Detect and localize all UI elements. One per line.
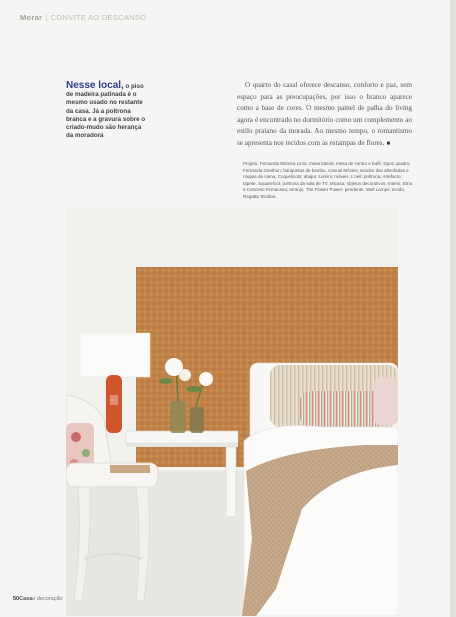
- page-number: 50: [13, 596, 20, 602]
- magazine-brand: Casa: [19, 596, 33, 602]
- bedroom-illustration: [66, 209, 398, 616]
- end-mark: ■: [386, 140, 391, 147]
- page-edge: [450, 0, 456, 617]
- magazine-brand-sub: e decoração: [32, 596, 63, 602]
- rubric-title: CONVITE AO DESCANSO: [50, 13, 147, 22]
- caption-body: o piso de madeira patinada é o mesmo usado no restante da casa. Já a poltrona branca e a gravura sobre o criado-mudo são herança da moradora: [66, 83, 146, 140]
- photo-caption: [66, 82, 148, 140]
- bedroom-photo: [66, 209, 398, 616]
- article-text: [237, 80, 412, 151]
- section-header: [20, 13, 146, 22]
- caption-lead: Nesse local,: [66, 80, 124, 91]
- header-divider: |: [45, 13, 48, 22]
- bed: [242, 363, 398, 616]
- section-name: Morar: [20, 13, 43, 22]
- credits-text: Projeto, Fernanda Moreira Lima; mesa lateral, mesa de centro e bufê, Dpot; quadro, Fernanda Genthon; banquetas de bambu, Casual Móveis; tecidos das almofadas e roupas de cama, Coquelicots; abajur, Lumini; móveis, L'oeil; poltrona, Artefacto; tapete, Squarefoot; poltrona da sala de TV, Micasa; objetos decorativos, Interni, Etna e Conceito Firmacasa; arranjo, The Flower Power; pendente, Wall Lamps; tecido, Regatta Tecidos.: [243, 161, 413, 199]
- striped-pillow-front: [300, 391, 386, 427]
- page-footer: [13, 596, 63, 602]
- floral-pillow: [374, 377, 398, 425]
- article-paragraph: O quarto do casal oferece descanso, conforto e paz, sem espaço para as preocupações, por isso o branco aparece como a base de cores. O mesmo painel de palha do living agora é encontrado no dormitório como um complemento ao estilo praiano da morada. Ao mesmo tempo, o romantismo se apresenta nos tecidos com as estampas de flores.: [237, 81, 412, 147]
